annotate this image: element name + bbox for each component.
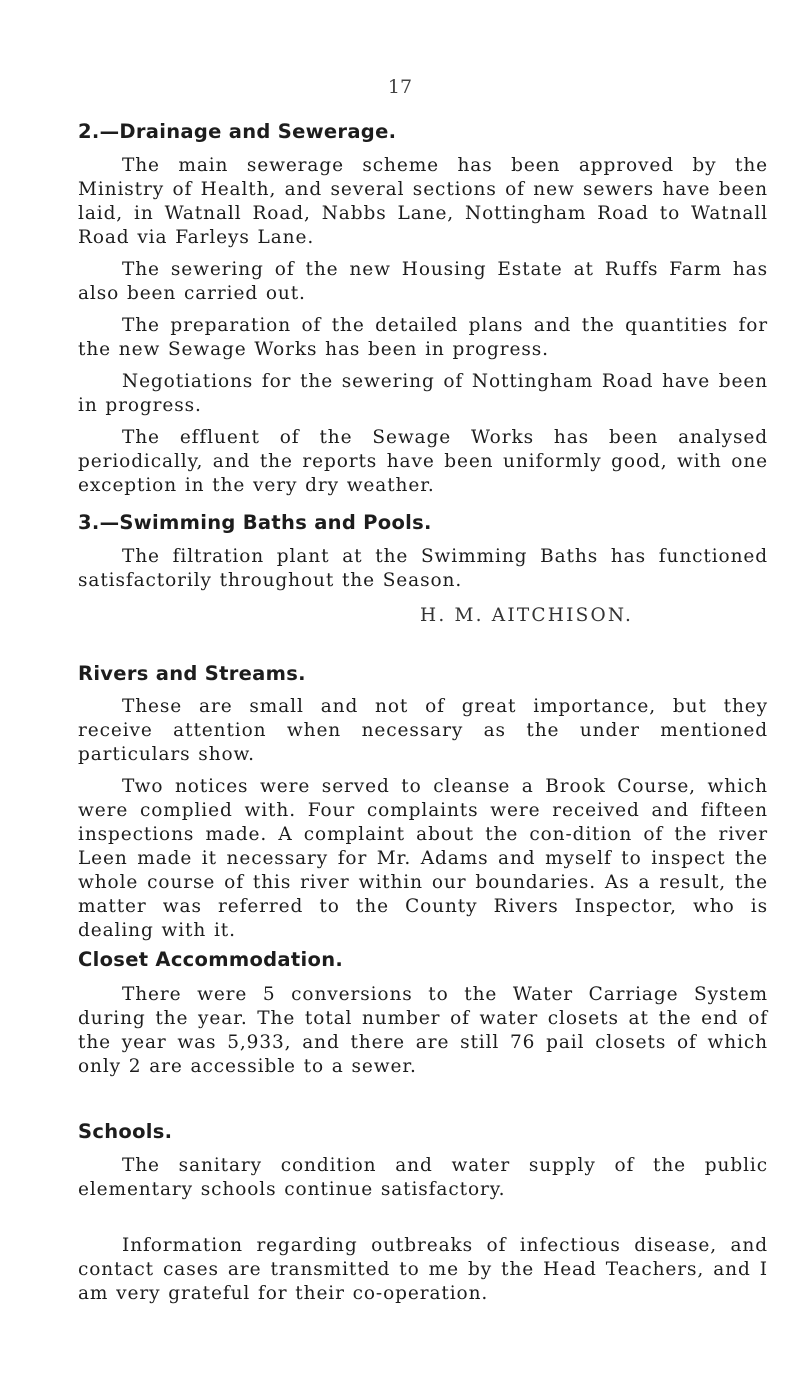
paragraph-schools-information: Information regarding outbreaks of infectious disease, and contact cases are transmitted to me by the Head Teachers, and I am very grateful for their co-operation. xyxy=(78,1235,768,1304)
section-heading-rivers: Rivers and Streams. xyxy=(78,662,306,685)
section-heading-drainage: 2.—Drainage and Sewerage. xyxy=(78,120,397,143)
paragraph-drainage-sewage-works-plans: The preparation of the detailed plans and the quantities for the new Sewage Works has been in progress. xyxy=(78,315,768,360)
page-number: 17 xyxy=(387,76,413,98)
paragraph-drainage-nottingham-road: Negotiations for the sewering of Nottingham Road have been in progress. xyxy=(78,371,768,416)
paragraph-drainage-main-scheme: The main sewerage scheme has been approved by the Ministry of Health, and several sections of new sewers have been laid, in Watnall Road, Nabbs Lane, Nottingham Road to Watnall Road via Farleys Lane. xyxy=(78,155,768,248)
section-heading-swimming-baths: 3.—Swimming Baths and Pools. xyxy=(78,511,432,534)
paragraph-rivers-notices: Two notices were served to cleanse a Brook Course, which were complied with. Four complaints were received and fifteen inspections made. A complaint about the con-dition of the river Leen made it necessary for Mr. Adams and myself to inspect the whole course of this river within our boundaries. As a result, the matter was referred to the County Rivers Inspector, who is dealing with it. xyxy=(78,776,768,941)
paragraph-rivers-importance: These are small and not of great importance, but they receive attention when necessary as the under mentioned particulars show. xyxy=(78,696,768,765)
section-heading-schools: Schools. xyxy=(78,1120,173,1143)
signature: H. M. AITCHISON. xyxy=(420,605,634,626)
paragraph-drainage-effluent: The effluent of the Sewage Works has been analysed periodically, and the reports have been uniformly good, with one exception in the very dry weather. xyxy=(78,427,768,496)
paragraph-schools-sanitary: The sanitary condition and water supply of the public elementary schools continue satisfactory. xyxy=(78,1155,768,1200)
paragraph-drainage-ruffs-farm: The sewering of the new Housing Estate at Ruffs Farm has also been carried out. xyxy=(78,259,768,304)
paragraph-closet-conversions: There were 5 conversions to the Water Carriage System during the year. The total number of water closets at the end of the year was 5,933, and there are still 76 pail closets of which only 2 are accessible to a sewer. xyxy=(78,984,768,1077)
paragraph-swimming-filtration: The filtration plant at the Swimming Baths has functioned satisfactorily throughout the Season. xyxy=(78,546,768,591)
section-heading-closet: Closet Accommodation. xyxy=(78,948,344,971)
